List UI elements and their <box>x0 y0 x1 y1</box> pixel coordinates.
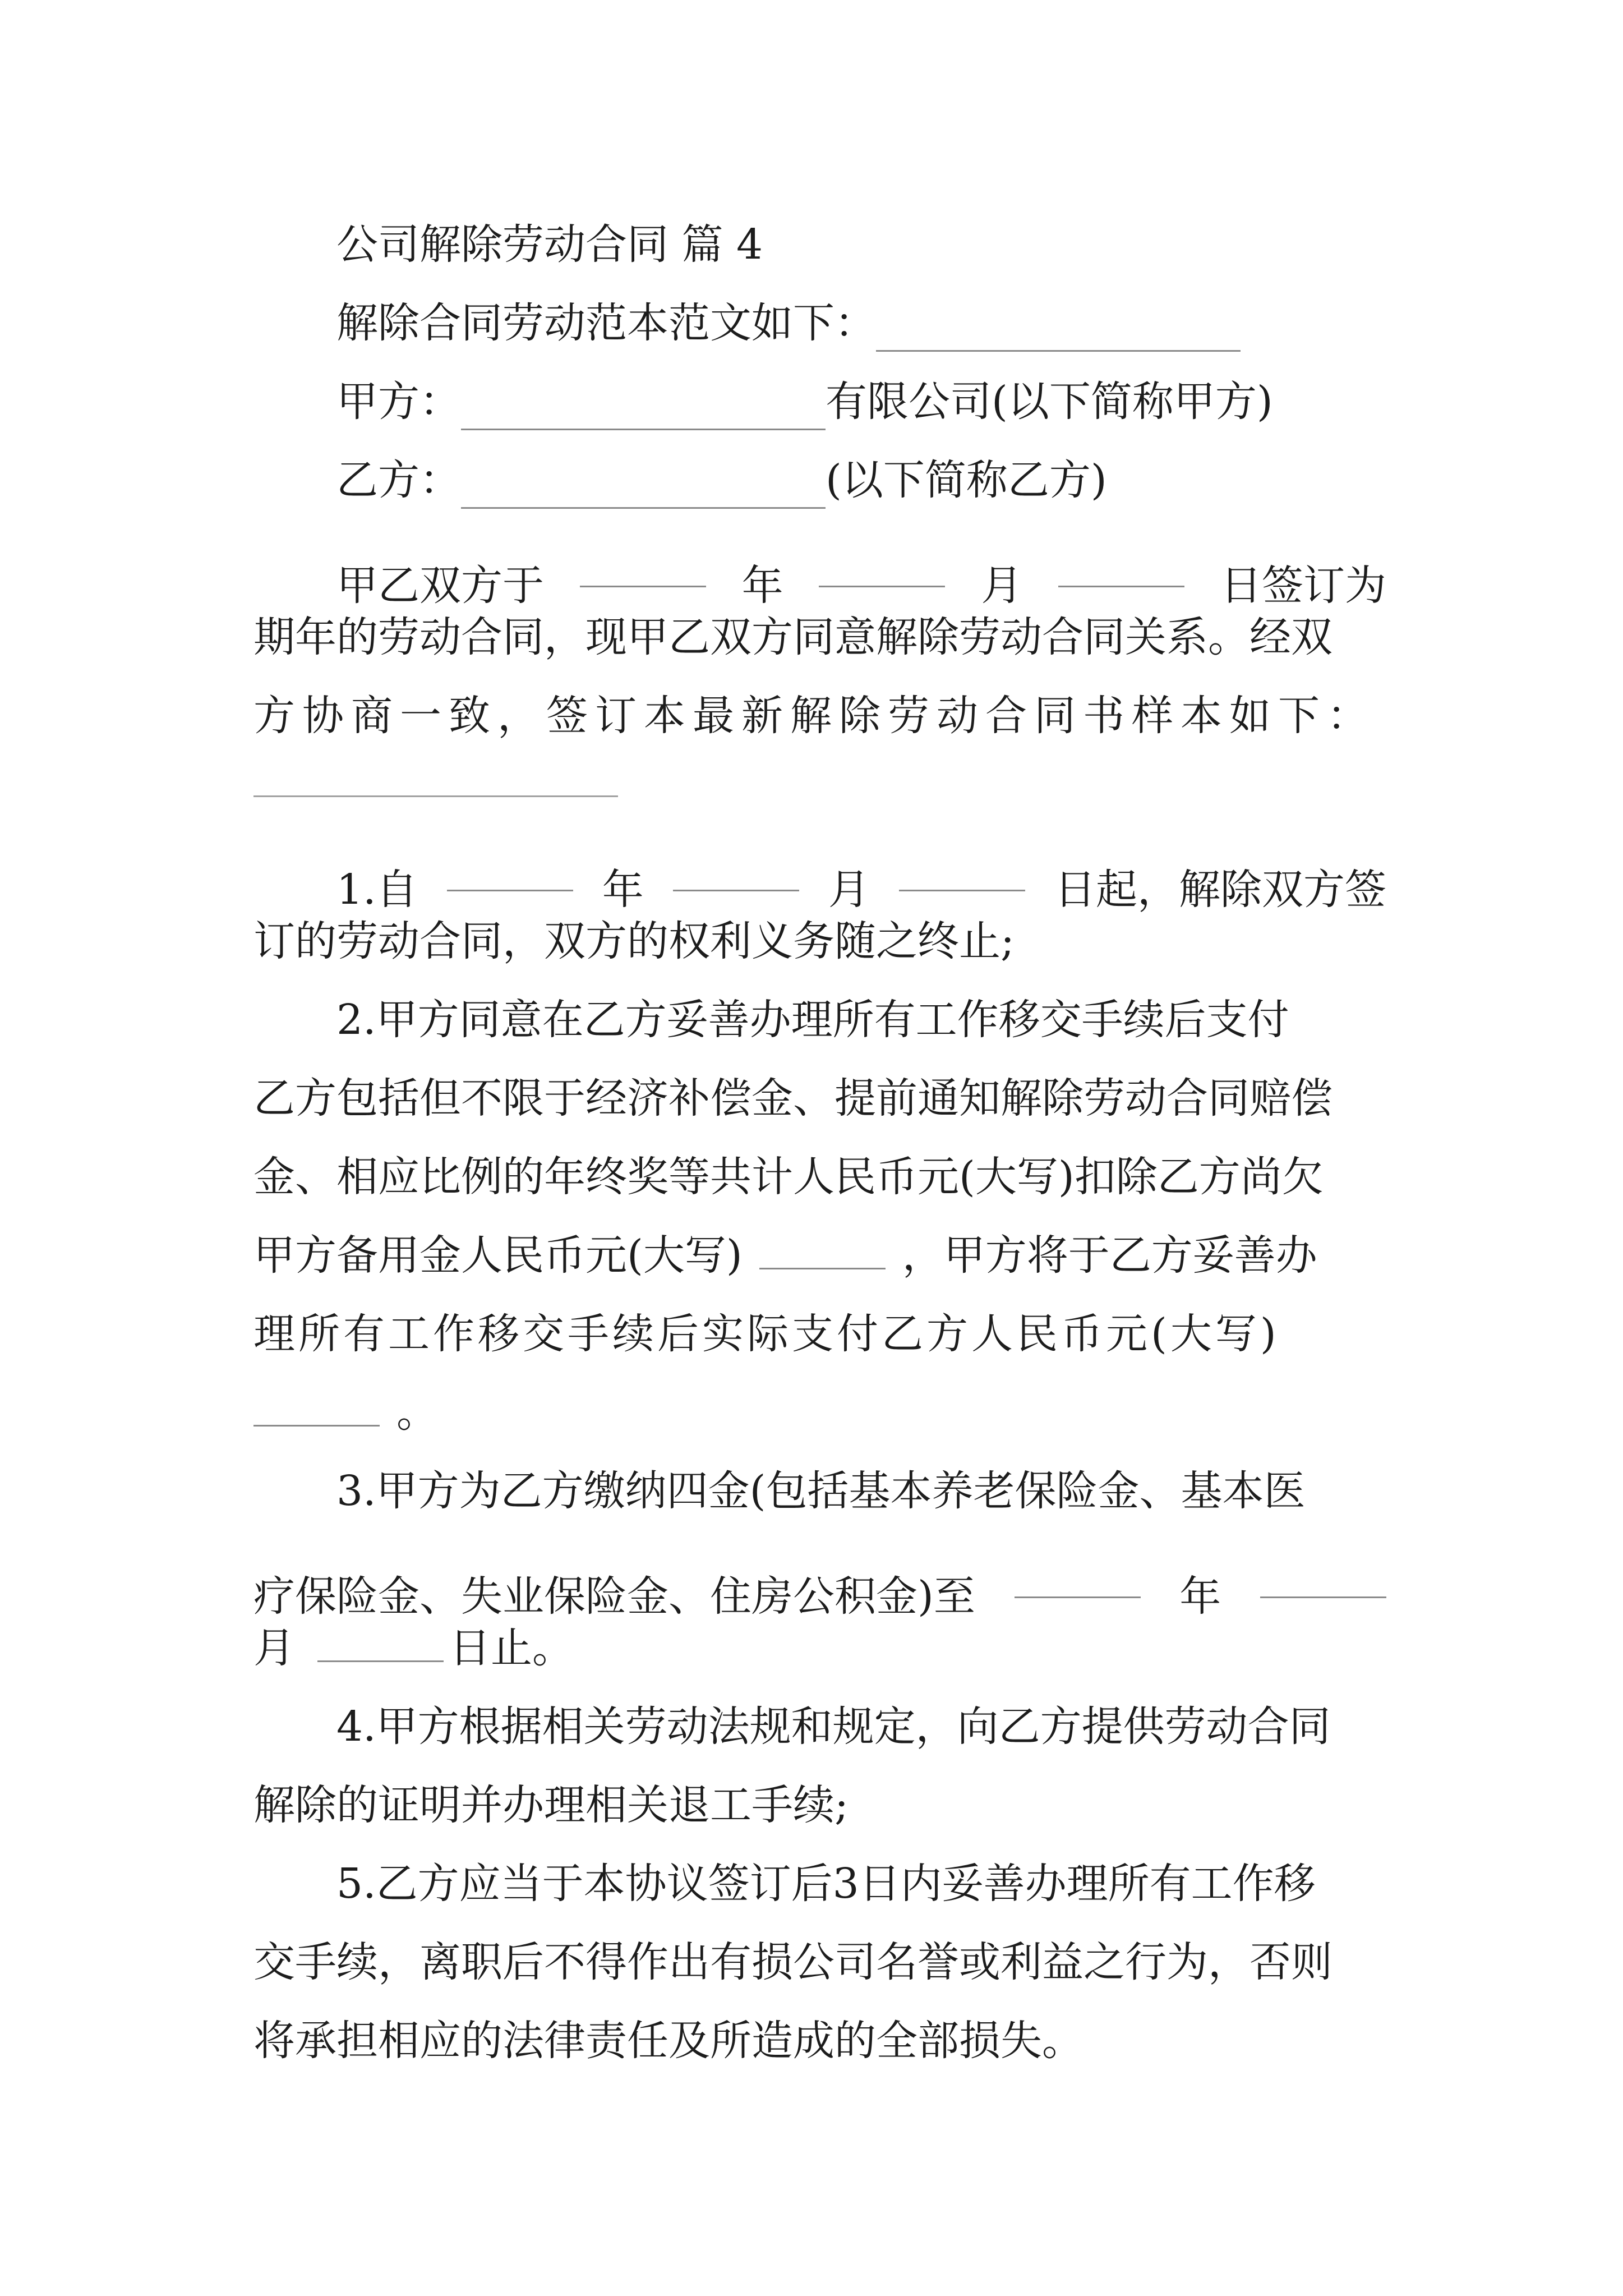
item2-line4-start: 甲方备用金人民币元(大写) <box>253 1231 743 1280</box>
intro-text: 解除合同劳动范本范文如下： <box>336 299 876 347</box>
para1-line3 <box>253 675 1386 757</box>
item3-day-blank[interactable] <box>317 1627 444 1662</box>
item3-line2-year: 年 <box>1179 1572 1221 1621</box>
item5-line1-text: 5.乙方应当于本协议签订后3日内妥善办理所有工作移 <box>336 1860 1316 1908</box>
item2-line4-end: ，甲方将于乙方妥善办 <box>902 1231 1317 1280</box>
para1-line2 <box>253 597 1386 678</box>
para1-start: 甲乙双方于 <box>336 562 544 610</box>
item1-year: 年 <box>602 866 644 914</box>
party-b-suffix: (以下简称乙方) <box>826 456 1107 504</box>
item2-line1 <box>336 979 1386 1061</box>
item3-line2-start: 疗保险金、失业保险金、住房公积金)至 <box>253 1572 975 1621</box>
para1-line1 <box>336 518 1386 610</box>
para1-end: 日签订为 <box>1220 562 1386 610</box>
item5-line3-text: 将承担相应的法律责任及所造成的全部损失。 <box>253 2017 1083 2065</box>
party-a-blank[interactable] <box>461 349 826 430</box>
para1-month: 月 <box>981 562 1023 610</box>
para1-year: 年 <box>741 562 783 610</box>
para1-line2-text: 期年的劳动合同，现甲乙双方同意解除劳动合同关系。经双 <box>253 613 1332 661</box>
item4-line1-text: 4.甲方根据相关劳动法规和规定，向乙方提供劳动合同 <box>336 1703 1331 1751</box>
item2-line2-text: 乙方包括但不限于经济补偿金、提前通知解除劳动合同赔偿 <box>253 1074 1332 1122</box>
item3-line2 <box>253 1529 1386 1621</box>
para1-year-blank[interactable] <box>580 506 706 587</box>
item3-line3-end: 日止。 <box>449 1624 574 1672</box>
item2-line5 <box>253 1294 1386 1375</box>
item5-line2 <box>253 1922 1386 2003</box>
item4-line2-text: 解除的证明并办理相关退工手续; <box>253 1781 849 1829</box>
item3-year-blank[interactable] <box>1015 1517 1141 1598</box>
signature-rule[interactable] <box>253 795 618 797</box>
item5-line2-text: 交手续，离职后不得作出有损公司名誉或利益之行为，否则 <box>253 1938 1332 1986</box>
item3-line3 <box>253 1608 1386 1689</box>
item1-line2-text: 订的劳动合同，双方的权利义务随之终止; <box>253 917 1015 965</box>
item2-line6 <box>253 1372 1386 1453</box>
item5-line1 <box>336 1843 1386 1925</box>
item3-month-blank[interactable] <box>1260 1517 1386 1598</box>
item1-start: 1.自 <box>336 866 418 914</box>
para1-month-blank[interactable] <box>819 506 945 587</box>
item5-line3 <box>253 2000 1386 2082</box>
item2-line1-text: 2.甲方同意在乙方妥善办理所有工作移交手续后支付 <box>336 996 1289 1044</box>
title-text: 公司解除劳动合同 篇 4 <box>336 220 763 269</box>
item2-final-amount-blank[interactable] <box>253 1391 380 1427</box>
item4-line1 <box>336 1686 1386 1768</box>
item2-amount-blank[interactable] <box>759 1234 886 1269</box>
item1-month-blank[interactable] <box>673 810 799 891</box>
item2-line3 <box>253 1137 1386 1218</box>
item2-line5-text: 理所有工作移交手续后实际支付乙方人民币元(大写) <box>253 1310 1280 1358</box>
item3-line1 <box>336 1451 1386 1532</box>
item4-line2 <box>253 1765 1386 1846</box>
party-a-label: 甲方： <box>336 378 461 426</box>
para1-day-blank[interactable] <box>1058 506 1184 587</box>
para1-line3-text: 方协商一致，签订本最新解除劳动合同书样本如下： <box>253 692 1376 740</box>
item3-line3-month: 月 <box>253 1624 295 1672</box>
party-a-suffix: 有限公司(以下简称甲方) <box>826 378 1273 426</box>
item1-year-blank[interactable] <box>447 810 573 891</box>
item1-day-blank[interactable] <box>899 810 1025 891</box>
item2-line3-text: 金、相应比例的年终奖等共计人民币元(大写)扣除乙方尚欠 <box>253 1153 1324 1201</box>
party-b-label: 乙方： <box>336 456 461 504</box>
item2-line6-end: 。 <box>396 1388 438 1437</box>
item2-line4 <box>253 1215 1386 1296</box>
intro-blank[interactable] <box>876 270 1241 352</box>
item1-line1 <box>336 822 1386 914</box>
item1-line2 <box>253 901 1386 982</box>
item3-line1-text: 3.甲方为乙方缴纳四金(包括基本养老保险金、基本医 <box>336 1467 1306 1515</box>
item1-end: 日起，解除双方签 <box>1054 866 1386 914</box>
item2-line2 <box>253 1058 1386 1139</box>
party-b-blank[interactable] <box>461 427 826 509</box>
item1-month: 月 <box>828 866 870 914</box>
